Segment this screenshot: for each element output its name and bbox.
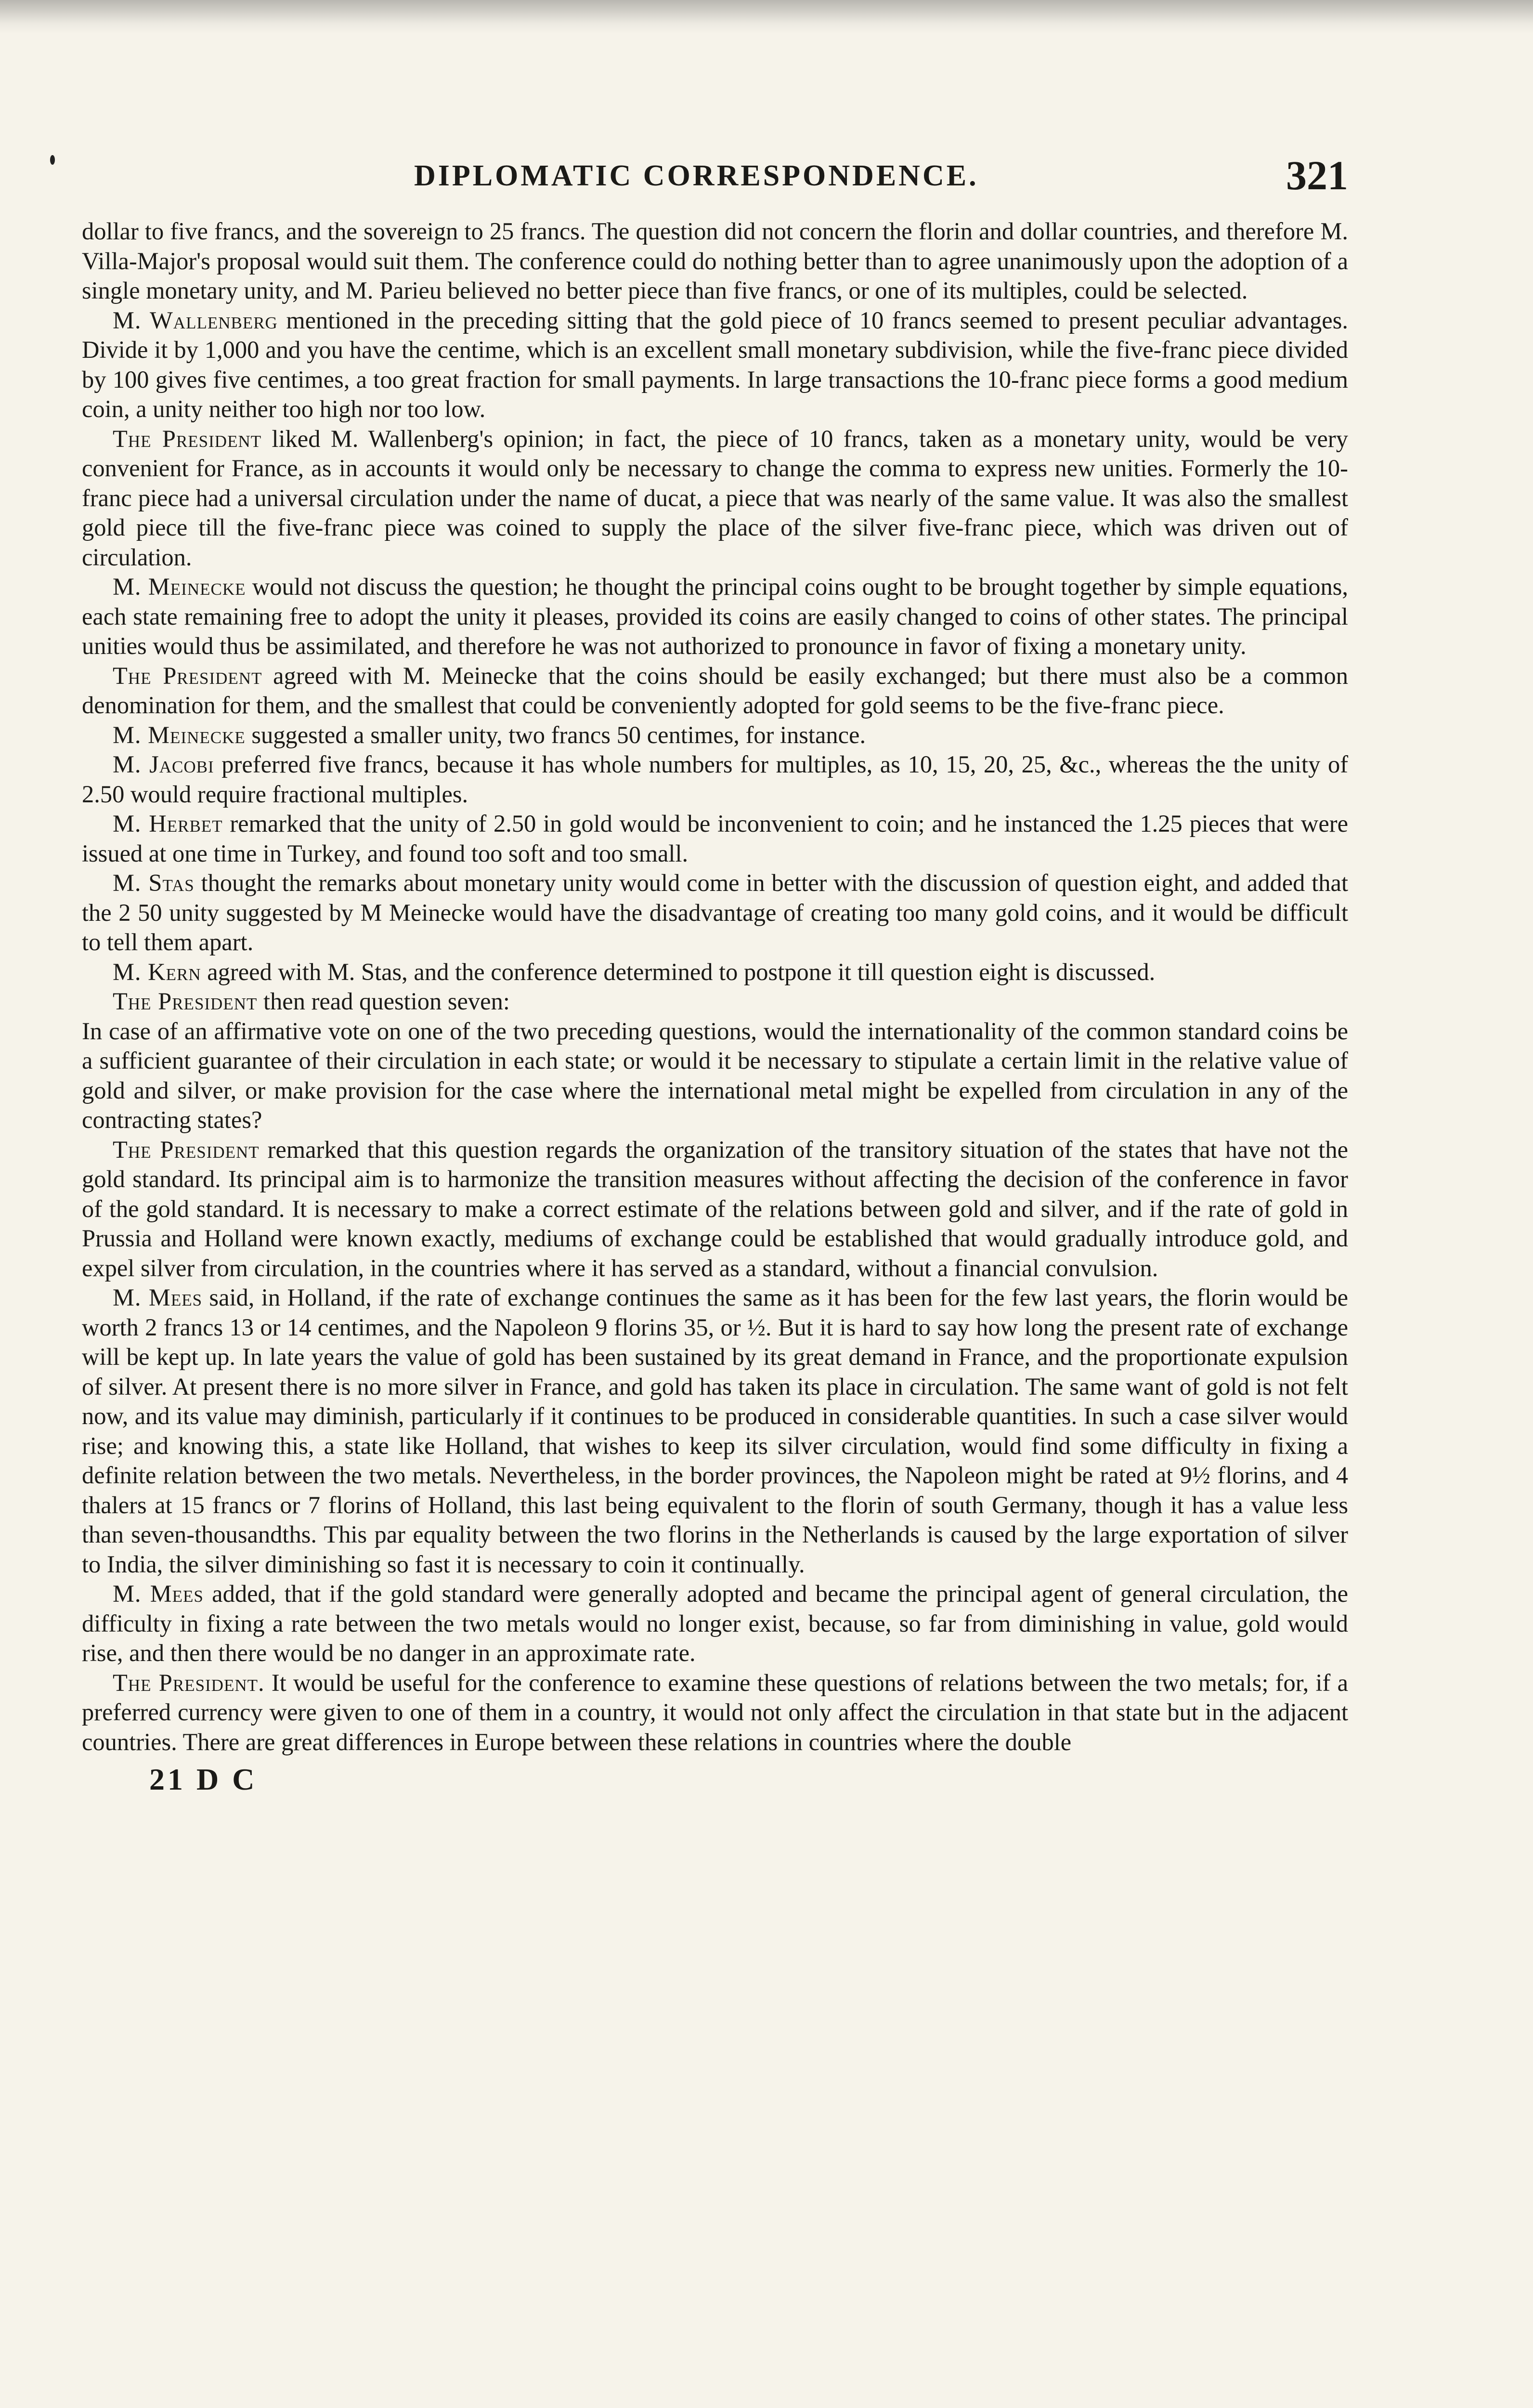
paragraph xyxy=(82,1135,1348,1283)
paragraph-speaker: M. Meinecke xyxy=(113,721,246,748)
paragraph xyxy=(82,661,1348,720)
paragraph-speaker: The President xyxy=(113,662,262,689)
paragraph-text: liked M. Wallenberg's opinion; in fact, the piece of 10 francs, taken as a monetary unity, would be very convenient for France, as in accounts it would only be necessary to change the comma to express new unities. Formerly the 10-franc piece had a universal circulation under the name of ducat, a piece that was nearly of the same value. It was also the smallest gold piece till the five-franc piece was coined to supply the place of the silver five-franc piece, which was driven out of circulation. xyxy=(82,425,1348,571)
paragraph-text: remarked that this question regards the organization of the transitory situation of the states that have not the gold standard. Its principal aim is to harmonize the transition measures without affecting the decision of the conference in favor of the gold standard. It is necessary to make a correct estimate of the relations between gold and silver, and if the rate of gold in Prussia and Holland were known exactly, mediums of exchange could be established that would gradually introduce gold, and expel silver from circulation, in the countries where it has served as a standard, without a financial convulsion. xyxy=(82,1136,1348,1282)
paragraph-speaker: The President xyxy=(113,988,258,1015)
paragraph xyxy=(82,424,1348,573)
page-number: 321 xyxy=(1286,152,1348,198)
quoted-question xyxy=(82,1017,1348,1135)
paragraph-text: then read question seven: xyxy=(257,988,510,1015)
body-text xyxy=(82,217,1348,1757)
paragraph-text: It would be useful for the conference to examine these questions of relations between the two metals; for, if a preferred currency were given to one of them in a country, it would not only affect the circulation in that state but in the adjacent countries. There are great differences in Europe between these relations in countries where the double xyxy=(82,1669,1348,1755)
paragraph-speaker: M. Jacobi xyxy=(113,751,214,778)
paragraph xyxy=(82,1283,1348,1579)
paragraph-text: dollar to five francs, and the sovereign to 25 francs. The question did not concern the florin and dollar countries, and therefore M. Villa-Major's proposal would suit them. The conference could do nothing better than to agree unanimously upon the adoption of a single monetary unity, and M. Parieu believed no better piece than five francs, or one of its multiples, could be selected. xyxy=(82,218,1348,304)
paragraph-speaker: The President. xyxy=(113,1669,265,1696)
paragraph-text: preferred five francs, because it has whole numbers for multiples, as 10, 15, 20, 25, &c., whereas the the unity of 2.50 would require fractional multiples. xyxy=(82,751,1349,808)
paragraph xyxy=(82,1579,1348,1668)
paragraph-speaker: M. Mees xyxy=(113,1580,204,1607)
paragraph xyxy=(82,306,1348,424)
paragraph-text: mentioned in the preceding sitting that the gold piece of 10 francs seemed to present peculiar advantages. Divide it by 1,000 and you have the centime, which is an excellent small monetary subdivision, while the five-franc piece divided by 100 gives five centimes, a too great fraction for small payments. In large transactions the 10-franc piece forms a good medium coin, a unity neither too high nor too low. xyxy=(82,306,1348,422)
paragraph-speaker: M. Stas xyxy=(113,869,195,896)
paragraph xyxy=(82,750,1348,809)
paragraph-text: remarked that the unity of 2.50 in gold would be inconvenient to coin; and he instanced the 1.25 pieces that were issued at one time in Turkey, and found too soft and too small. xyxy=(82,810,1348,867)
paragraph xyxy=(82,217,1348,306)
paragraph-text: In case of an affirmative vote on one of the two preceding questions, would the internationality of the common standard coins be a sufficient guarantee of their circulation in each state; or would it be necessary to stipulate a certain limit in the relative value of gold and silver, or make provision for the case where the international metal might be expelled from circulation in any of the contracting states? xyxy=(82,1017,1348,1133)
paragraph-text: suggested a smaller unity, two francs 50 centimes, for instance. xyxy=(245,721,866,748)
scan-mark-top xyxy=(50,155,55,165)
paragraph-text: said, in Holland, if the rate of exchange continues the same as it has been for the few last years, the florin would be worth 2 francs 13 or 14 centimes, and the Napoleon 9 florins 35, or ½. But it is hard to say how long the present rate of exchange will be kept up. In late years the value of gold has been sustained by its great demand in France, and the proportionate expulsion of silver. At present there is no more silver in France, and gold has taken its place in circulation. The same want of gold is not felt now, and its value may diminish, particularly if it continues to be produced in considerable quantities. In such a case silver would rise; and knowing this, a state like Holland, that wishes to keep its silver circulation, would find some difficulty in fixing a definite relation between the two metals. Nevertheless, in the border provinces, the Napoleon might be rated at 9½ florins, and 4 thalers at 15 francs or 7 florins of Holland, this last being equivalent to the florin of south Germany, though it has a value less than seven-thousandths. This par equality between the two florins in the Netherlands is caused by the large exportation of silver to India, the silver diminishing so fast it is necessary to coin it continually. xyxy=(82,1284,1349,1578)
page-header xyxy=(82,144,1348,217)
paragraph-speaker: M. Meinecke xyxy=(113,573,246,600)
paragraph-speaker: M. Mees xyxy=(113,1284,203,1311)
paragraph-speaker: M. Wallenberg xyxy=(113,306,278,334)
paragraph xyxy=(82,987,1348,1017)
document-page xyxy=(82,144,1348,1797)
paragraph xyxy=(82,720,1348,750)
paragraph-speaker: M. Kern xyxy=(113,958,201,985)
paragraph xyxy=(82,1668,1348,1757)
paragraph xyxy=(82,572,1348,661)
paragraph-text: agreed with M. Stas, and the conference determined to postpone it till question eight is discussed. xyxy=(201,958,1156,985)
signature-mark: 21 D C xyxy=(149,1762,258,1796)
paragraph-speaker: The President xyxy=(113,425,262,452)
paragraph-text: agreed with M. Meinecke that the coins should be easily exchanged; but there must also be a common denomination for them, and the smallest that could be conveniently adopted for gold seems to be the five-franc piece. xyxy=(82,662,1348,719)
paragraph xyxy=(82,868,1348,957)
paragraph xyxy=(82,957,1348,987)
paragraph xyxy=(82,809,1348,868)
scan-edge-shadow xyxy=(0,0,1533,34)
paragraph-text: thought the remarks about monetary unity would come in better with the discussion of question eight, and added that the 2 50 unity suggested by M Meinecke would have the disadvantage of creating too many gold coins, and it would be difficult to tell them apart. xyxy=(82,869,1348,955)
paragraph-text: would not discuss the question; he thought the principal coins ought to be brought together by simple equations, each state remaining free to adopt the unity it pleases, provided its coins are easily changed to coins of other states. The principal unities would thus be assimilated, and therefore he was not authorized to pronounce in favor of fixing a monetary unity. xyxy=(82,573,1348,659)
paragraph-speaker: The President xyxy=(113,1136,260,1163)
paragraph-speaker: M. Herbet xyxy=(113,810,223,837)
running-head: DIPLOMATIC CORRESPONDENCE. xyxy=(414,159,979,192)
paragraph-text: added, that if the gold standard were generally adopted and became the principal agent of general circulation, the difficulty in fixing a rate between the two metals would no longer exist, because, so far from diminishing in value, gold would rise, and then there would be no danger in an approximate rate. xyxy=(82,1580,1349,1666)
